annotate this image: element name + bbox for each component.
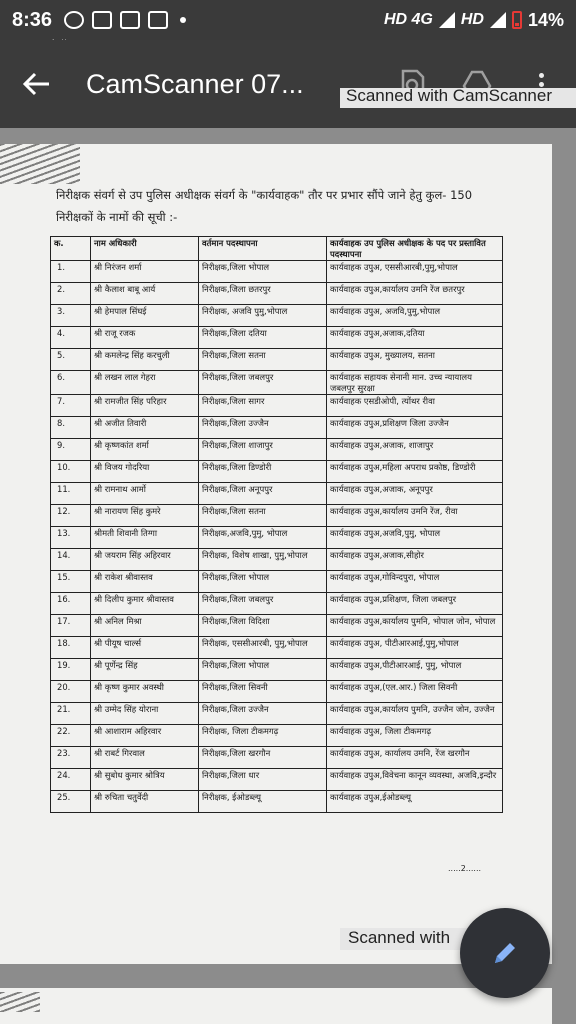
table-cell: 8.	[51, 417, 91, 439]
table-cell: निरीक्षक,जिला उज्जैन	[199, 417, 327, 439]
col-header: नाम अधिकारी	[91, 237, 199, 261]
table-cell: कार्यवाहक उपुअ,अजाक,सीहोर	[327, 549, 503, 571]
table-cell: कार्यवाहक एसडीओपी, त्योंथर रीवा	[327, 395, 503, 417]
table-cell: 12.	[51, 505, 91, 527]
table-cell: निरीक्षक, विशेष शाखा, पुमु,भोपाल	[199, 549, 327, 571]
table-cell: श्री राबर्ट गिरवाल	[91, 747, 199, 769]
table-cell: 2.	[51, 283, 91, 305]
table-row	[51, 483, 503, 505]
table-cell: 16.	[51, 593, 91, 615]
document-heading: निरीक्षक संवर्ग से उप पुलिस अधीक्षक संवर्ग के "कार्यवाहक" तौर पर प्रभार सौंपे जाने हेतु कुल- 150 निरीक्षकों के नामों की सूची :-	[56, 188, 473, 224]
table-cell: निरीक्षक,जिला भोपाल	[199, 659, 327, 681]
table-body	[51, 261, 503, 813]
col-header: वर्तमान पदस्थापना	[199, 237, 327, 261]
status-bar	[0, 0, 576, 40]
table-row	[51, 681, 503, 703]
table-row	[51, 637, 503, 659]
table-cell: 7.	[51, 395, 91, 417]
table-cell: कार्यवाहक उपुअ, एससीआरबी,पुमु,भोपाल	[327, 261, 503, 283]
table-cell: निरीक्षक,जिला सागर	[199, 395, 327, 417]
table-row	[51, 593, 503, 615]
table-cell: श्री राकेश श्रीवास्तव	[91, 571, 199, 593]
officer-table	[50, 236, 503, 813]
table-cell: 24.	[51, 769, 91, 791]
table-cell: कार्यवाहक उपुअ,कार्यालय उमनि रेंज, रीवा	[327, 505, 503, 527]
table-row	[51, 305, 503, 327]
table-cell: निरीक्षक,जिला सतना	[199, 349, 327, 371]
signal-icon-2	[490, 12, 506, 28]
table-cell: श्री राजू रजक	[91, 327, 199, 349]
table-cell: निरीक्षक, अजवि पुमु,भोपाल	[199, 305, 327, 327]
table-cell: श्री पीयूष चार्ल्स	[91, 637, 199, 659]
table-cell: 1.	[51, 261, 91, 283]
network-label-2: HD	[460, 11, 484, 28]
next-page-preview[interactable]	[0, 988, 552, 1024]
table-cell: निरीक्षक,जिला धार	[199, 769, 327, 791]
table-row	[51, 747, 503, 769]
table-cell: श्री नारायण सिंह कुमरे	[91, 505, 199, 527]
table-row	[51, 505, 503, 527]
table-row	[51, 769, 503, 791]
notification-icons	[64, 11, 186, 29]
back-button[interactable]	[0, 40, 72, 128]
signal-icon	[439, 12, 455, 28]
media-icon	[120, 11, 140, 29]
table-row	[51, 327, 503, 349]
table-cell: निरीक्षक,जिला डिण्डोरी	[199, 461, 327, 483]
table-cell: श्री पूर्णेन्द्र सिंह	[91, 659, 199, 681]
table-cell: कार्यवाहक उपुअ, कार्यालय उमनि, रेंज खरगौन	[327, 747, 503, 769]
table-cell: निरीक्षक,जिला दतिया	[199, 327, 327, 349]
table-cell: 14.	[51, 549, 91, 571]
table-cell: कार्यवाहक उपुअ, मुख्यालय, सतना	[327, 349, 503, 371]
table-cell: निरीक्षक,जिला छतरपुर	[199, 283, 327, 305]
watermark-text: Scanned with	[348, 928, 451, 947]
table-cell: 6.	[51, 371, 91, 395]
table-cell: श्री उम्मेद सिंह योराना	[91, 703, 199, 725]
table-cell: कार्यवाहक उपुअ, अजवि,पुमु,भोपाल	[327, 305, 503, 327]
table-cell: निरीक्षक,जिला भोपाल	[199, 571, 327, 593]
kebab-dot-icon	[539, 82, 544, 87]
table-cell: कार्यवाहक उपुअ, जिला टीकमगढ़	[327, 725, 503, 747]
arrow-left-icon	[22, 72, 50, 96]
table-cell: निरीक्षक, जिला टीकमगढ़	[199, 725, 327, 747]
table-cell: निरीक्षक,अजवि,पुमु, भोपाल	[199, 527, 327, 549]
table-cell: निरीक्षक,जिला शाजापुर	[199, 439, 327, 461]
table-cell: 22.	[51, 725, 91, 747]
table-cell: श्री कैलाश बाबू आर्य	[91, 283, 199, 305]
table-row	[51, 371, 503, 395]
table-cell: 9.	[51, 439, 91, 461]
table-cell: कार्यवाहक उपुअ,अजाक, अनूपपुर	[327, 483, 503, 505]
table-cell: श्री अनिल मिश्रा	[91, 615, 199, 637]
table-cell: श्री कृष्ण कुमार अवस्थी	[91, 681, 199, 703]
table-cell: 23.	[51, 747, 91, 769]
table-cell: श्री रुचिता चतुर्वेदी	[91, 791, 199, 813]
table-row	[51, 349, 503, 371]
table-cell: कार्यवाहक उपुअ,महिला अपराध प्रकोष्ठ, डिण्डोरी	[327, 461, 503, 483]
table-cell: निरीक्षक, एससीआरबी, पुमु,भोपाल	[199, 637, 327, 659]
table-cell: श्री हेमपाल सिंघई	[91, 305, 199, 327]
youtube-icon	[148, 11, 168, 29]
table-cell: कार्यवाहक उपुअ,प्रशिक्षण जिला उज्जैन	[327, 417, 503, 439]
document-title: CamScanner 07...	[86, 68, 304, 99]
table-cell: 10.	[51, 461, 91, 483]
watermark-text: Scanned with CamScanner	[346, 88, 553, 105]
table-cell: 17.	[51, 615, 91, 637]
scanned-watermark-top	[340, 88, 576, 108]
table-cell: निरीक्षक,जिला खरगौन	[199, 747, 327, 769]
table-cell: 4.	[51, 327, 91, 349]
table-cell: श्री लखन लाल गेहरा	[91, 371, 199, 395]
table-cell: 19.	[51, 659, 91, 681]
table-cell: 20.	[51, 681, 91, 703]
status-right	[384, 10, 564, 31]
col-header: क.	[51, 237, 91, 261]
table-cell: कार्यवाहक उपुअ,कार्यालय पुमनि, उज्जैन जोन, उज्जैन	[327, 703, 503, 725]
table-row	[51, 725, 503, 747]
table-cell: 5.	[51, 349, 91, 371]
table-cell: 15.	[51, 571, 91, 593]
table-cell: कार्यवाहक उपुअ,गोविन्दपुरा, भोपाल	[327, 571, 503, 593]
table-cell: कार्यवाहक उपुअ,ईओडब्ल्यू	[327, 791, 503, 813]
table-cell: श्री कृष्णकांत शर्मा	[91, 439, 199, 461]
kebab-dot-icon	[539, 73, 544, 78]
table-cell: कार्यवाहक उपुअ,प्रशिक्षण, जिला जबलपुर	[327, 593, 503, 615]
table-cell: निरीक्षक,जिला सतना	[199, 505, 327, 527]
page-edge-pattern	[0, 992, 40, 1012]
table-row	[51, 571, 503, 593]
table-cell: 25.	[51, 791, 91, 813]
table-cell: श्रीमती शिवानी तिग्गा	[91, 527, 199, 549]
table-cell: श्री जयराम सिंह अहिरवार	[91, 549, 199, 571]
table-cell: निरीक्षक, ईओडब्ल्यू	[199, 791, 327, 813]
table-row	[51, 549, 503, 571]
table-cell: 21.	[51, 703, 91, 725]
table-cell: 18.	[51, 637, 91, 659]
table-cell: कार्यवाहक उपुअ,अजाक,दतिया	[327, 327, 503, 349]
table-cell: 13.	[51, 527, 91, 549]
more-notifications-icon	[180, 17, 186, 23]
edit-fab-button[interactable]	[460, 908, 550, 998]
table-cell: निरीक्षक,जिला विदिशा	[199, 615, 327, 637]
table-cell: श्री निरंजन शर्मा	[91, 261, 199, 283]
col-header: कार्यवाहक उप पुलिस अधीक्षक के पद पर प्रस्तावित पदस्थापना	[327, 237, 503, 261]
table-cell: श्री आशाराम अहिरवार	[91, 725, 199, 747]
whatsapp-icon	[64, 11, 84, 29]
table-cell: श्री सुबोध कुमार श्रोत्रिय	[91, 769, 199, 791]
table-cell: श्री कमलेन्द्र सिंह करचुली	[91, 349, 199, 371]
table-cell: निरीक्षक,जिला उज्जैन	[199, 703, 327, 725]
table-row	[51, 703, 503, 725]
app-bar	[0, 40, 576, 128]
status-time: 8:36	[12, 8, 53, 31]
table-cell: निरीक्षक,जिला जबलपुर	[199, 593, 327, 615]
table-cell: श्री विजय गोदरिया	[91, 461, 199, 483]
table-cell: कार्यवाहक उपुअ,कार्यालय पुमनि, भोपाल जोन, भोपाल	[327, 615, 503, 637]
table-cell: कार्यवाहक उपुअ, पीटीआरआई,पुमु,भोपाल	[327, 637, 503, 659]
table-cell: निरीक्षक,जिला भोपाल	[199, 261, 327, 283]
table-row	[51, 659, 503, 681]
table-cell: निरीक्षक,जिला सिवनी	[199, 681, 327, 703]
table-row	[51, 439, 503, 461]
table-cell: निरीक्षक,जिला अनूपपुर	[199, 483, 327, 505]
table-row	[51, 615, 503, 637]
table-cell: कार्यवाहक उपुअ,(एल.आर.) जिला सिवनी	[327, 681, 503, 703]
page-edge-pattern	[0, 144, 80, 184]
table-cell: 3.	[51, 305, 91, 327]
table-cell: कार्यवाहक उपुअ,पीटीआरआई, पुमु, भोपाल	[327, 659, 503, 681]
table-cell: श्री अजीत तिवारी	[91, 417, 199, 439]
network-label-1: HD 4G	[383, 11, 433, 28]
table-cell: श्री रामनाथ आर्मो	[91, 483, 199, 505]
battery-icon	[512, 11, 522, 29]
table-row	[51, 261, 503, 283]
table-cell: श्री रामजीत सिंह परिहार	[91, 395, 199, 417]
document-page[interactable]	[0, 144, 552, 964]
table-cell: कार्यवाहक उपुअ,अजाक, शाजापुर	[327, 439, 503, 461]
table-row	[51, 791, 503, 813]
table-cell: कार्यवाहक उपुअ,अजवि,पुमु, भोपाल	[327, 527, 503, 549]
battery-level: 14%	[527, 9, 564, 30]
table-row	[51, 283, 503, 305]
table-row	[51, 527, 503, 549]
table-cell: कार्यवाहक उपुअ,विवेचना कानून व्यवस्था, अजवि,इन्दौर	[327, 769, 503, 791]
table-cell: कार्यवाहक उपुअ,कार्यालय उमनि रेंज छतरपुर	[327, 283, 503, 305]
page-continuation-note: .....2......	[448, 864, 482, 873]
table-header-row	[51, 237, 503, 261]
table-cell: निरीक्षक,जिला जबलपुर	[199, 371, 327, 395]
table-row	[51, 461, 503, 483]
table-cell: श्री दिलीप कुमार श्रीवास्तव	[91, 593, 199, 615]
table-row	[51, 395, 503, 417]
table-cell: कार्यवाहक सहायक सेनानी मान. उच्च न्यायालय जबलपुर सुरक्षा	[327, 371, 503, 395]
table-row	[51, 417, 503, 439]
pencil-icon	[490, 938, 520, 968]
table-cell: 11.	[51, 483, 91, 505]
news-icon	[92, 11, 112, 29]
